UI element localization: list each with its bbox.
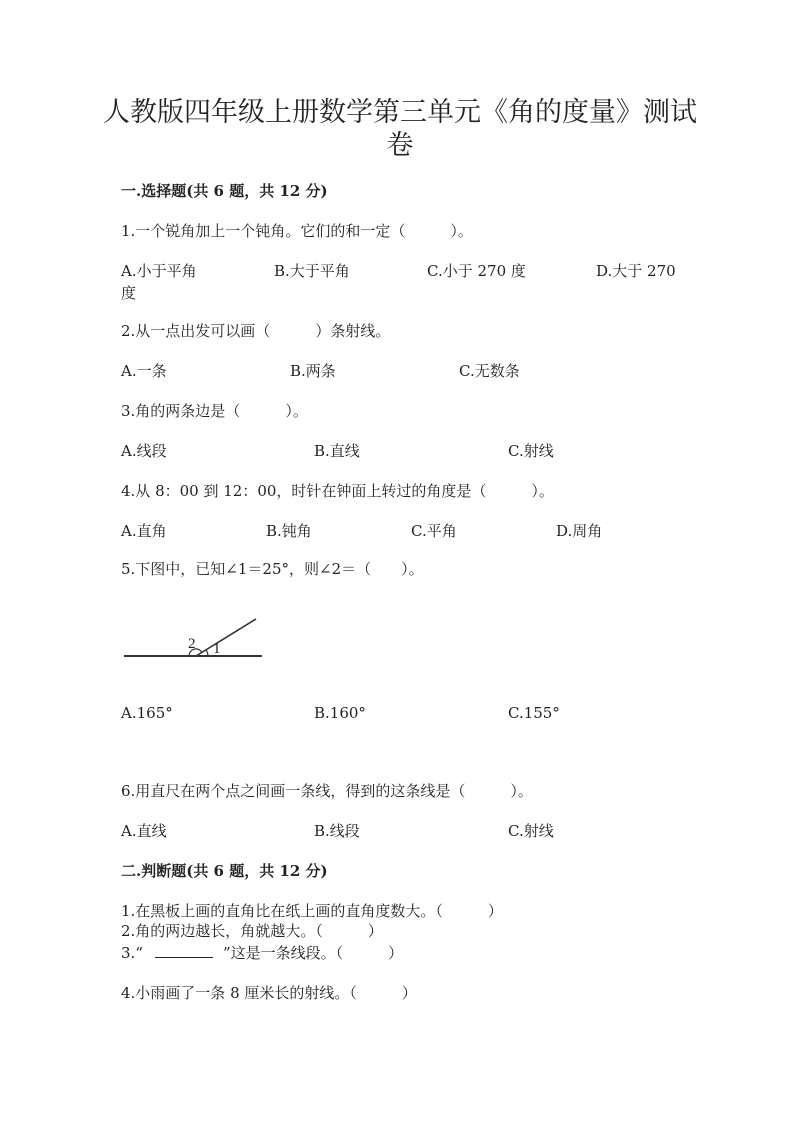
angle-diagram [120,610,270,666]
q4-option-d: D.周角 [556,522,603,540]
diagram-ray [196,619,256,656]
q3-option-a: A.线段 [121,442,167,460]
question-5-text: 5.下图中，已知∠1＝25°，则∠2＝（ ）。 [121,560,424,578]
section-heading-judgement: 二.判断题(共 6 题，共 12 分) [121,862,328,880]
judge-question-3 [121,942,403,963]
q1-option-a: A.小于平角 [121,262,197,280]
question-3-text: 3.角的两条边是（ ）。 [121,402,308,420]
judge-question-3-suffix: ”这是一条线段。（ ） [222,944,404,962]
judge-question-2: 2.角的两边越长，角就越大。（ ） [121,922,383,940]
q4-option-c: C.平角 [411,522,457,540]
question-1-text: 1.一个锐角加上一个钝角。它们的和一定（ ）。 [121,222,473,240]
q1-option-b: B.大于平角 [274,262,350,280]
angle-label-1: 1 [213,641,221,657]
q5-option-b: B.160° [314,704,366,722]
judge-question-3-prefix: 3.“ [121,944,143,962]
judge-question-4: 4.小雨画了一条 8 厘米长的射线。（ ） [121,984,417,1002]
line-segment-figure [155,945,213,958]
section-heading-choice: 一.选择题(共 6 题，共 12 分) [121,182,328,200]
q1-option-c: C.小于 270 度 [427,262,526,280]
q4-option-a: A.直角 [121,522,167,540]
page-title-line1: 人教版四年级上册数学第三单元《角的度量》测试 [103,97,697,128]
q3-option-b: B.直线 [314,442,360,460]
q4-option-b: B.钝角 [266,522,312,540]
q5-option-a: A.165° [121,704,173,722]
q1-option-d: D.大于 270 [596,262,676,280]
judge-question-1: 1.在黑板上画的直角比在纸上画的直角度数大。（ ） [121,902,503,920]
q5-option-c: C.155° [508,704,560,722]
q6-option-b: B.线段 [314,822,360,840]
q1-option-d-wrap: 度 [121,284,137,302]
question-4-text: 4.从 8：00 到 12：00，时针在钟面上转过的角度是（ ）。 [121,482,554,500]
q2-option-a: A.一条 [121,362,167,380]
q6-option-a: A.直线 [121,822,167,840]
q2-option-c: C.无数条 [459,362,520,380]
q6-option-c: C.射线 [508,822,554,840]
question-6-text: 6.用直尺在两个点之间画一条线，得到的这条线是（ ）。 [121,782,533,800]
page-title-line2: 卷 [386,130,414,161]
q3-option-c: C.射线 [508,442,554,460]
question-2-text: 2.从一点出发可以画（ ）条射线。 [121,322,391,340]
angle-label-2: 2 [188,636,196,652]
q2-option-b: B.两条 [290,362,336,380]
